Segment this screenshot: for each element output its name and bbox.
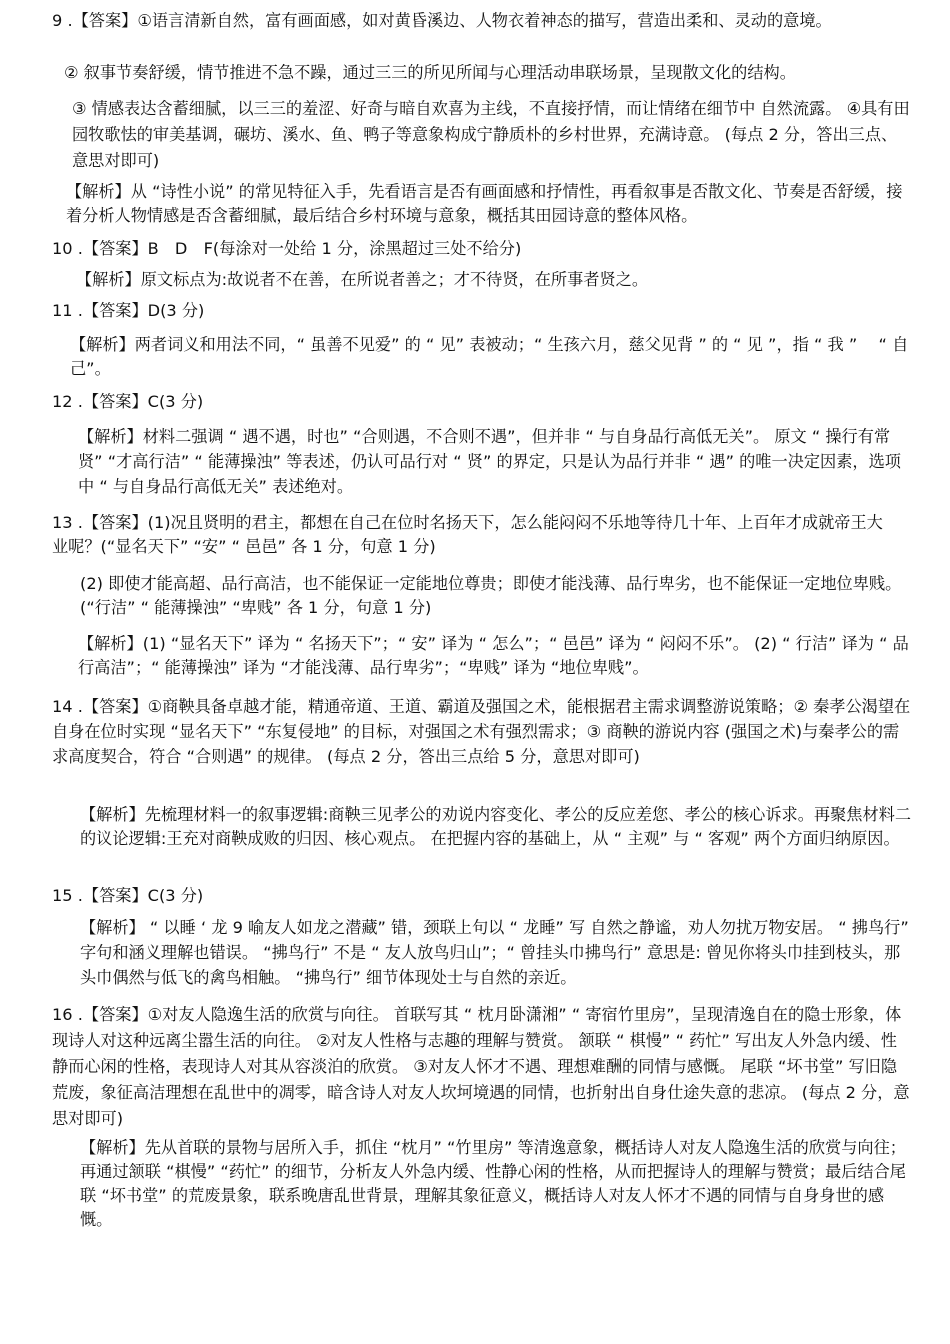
q9-analysis: 【解析】从 “诗性小说” 的常见特征入手，先看语言是否有画面感和抒情性，再看叙事是否散文化、节奏是否舒缓，接着分析人物情感是否含蓄细腻，最后结合乡村环境与意象，概括其田园诗意的整体风格。 — [66, 182, 903, 225]
q16-analysis: 【解析】先从首联的景物与居所入手，抓住 “枕月” “竹里房” 等清逸意象，概括诗人对友人隐逸生活的欣赏与向往；再通过颔联 “棋慢” “药忙” 的细节，分析友人外急内缓、性静心闲的性格，从而把握诗人的理解与赞赏；最后结合尾联 “坏书堂” 的荒废景象，联系晚唐乱世背景，理解其象征意义，概括诗人对友人怀才不遇的同情与自身身世的感慨。 — [80, 1138, 906, 1229]
q12-answer: 12 .【答案】C(3 分) — [52, 392, 204, 411]
q9-answer-point-2: ② 叙事节奏舒缓，情节推进不急不躁，通过三三的所见所闻与心理活动串联场景，呈现散文化的结构。 — [64, 63, 796, 82]
q13-analysis: 【解析】(1) “显名天下” 译为 “ 名扬天下”；“ 安” 译为 “ 怎么”；“ 邑邑” 译为 “ 闷闷不乐”。 (2) “ 行洁” 译为 “ 品行高洁”；“ 能薄操浊” 译为 “才能浅薄、品行卑劣”；“卑贱” 译为 “地位卑贱”。 — [78, 634, 909, 677]
q13-answer-1: 13 .【答案】(1)况且贤明的君主，都想在自己在位时名扬天下，怎么能闷闷不乐地等待几十年、上百年才成就帝王大业呢？(“显名天下” “安” “ 邑邑” 各 1 分，句意 1 分) — [52, 513, 883, 556]
q15-analysis: 【解析】 “ 以睡 ‘ 龙 9 喻友人如龙之潜藏” 错，颈联上句以 “ 龙睡” 写 自然之静谧，劝人勿扰万物安居。 “ 拂鸟行” 字句和涵义理解也错误。 “拂鸟行” 不是 “ 友人放鸟归山”；“ 曾挂头巾拂鸟行” 意思是: 曾见你将头巾挂到枝头，那头巾偶然与低飞的禽鸟相触。 “拂鸟行” 细节体现处士与自然的亲近。 — [80, 918, 909, 987]
q9-answer: 9 .【答案】①语言清新自然，富有画面感，如对黄昏溪边、人物衣着神态的描写，营造出柔和、灵动的意境。 — [52, 11, 832, 30]
q12-analysis: 【解析】材料二强调 “ 遇不遇，时也” “合则遇，不合则不遇”，但并非 “ 与自身品行高低无关”。 原文 “ 操行有常贤” “才高行洁” “ 能薄操浊” 等表述，仍认可品行对 “ 贤” 的界定，只是认为品行并非 “ 遇” 的唯一决定因素，选项中 “ 与自身品行高低无关” 表述绝对。 — [78, 427, 901, 496]
q14-answer: 14 .【答案】①商鞅具备卓越才能，精通帝道、王道、霸道及强国之术，能根据君主需求调整游说策略；② 秦孝公渴望在自身在位时实现 “显名天下” “东复侵地” 的目标，对强国之术有强烈需求；③ 商鞅的游说内容 (强国之术)与秦孝公的需求高度契合，符合 “合则遇” 的规律。 (每点 2 分，答出三点给 5 分，意思对即可) — [52, 697, 911, 766]
q13-answer-2: (2) 即使才能高超、品行高洁，也不能保证一定能地位尊贵；即使才能浅薄、品行卑劣，也不能保证一定地位卑贱。(“行洁” “ 能薄操浊” “卑贱” 各 1 分，句意 1 分) — [80, 574, 902, 617]
q9-answer-point-3-4: ③ 情感表达含蓄细腻，以三三的羞涩、好奇与暗自欢喜为主线，不直接抒情，而让情绪在细节中 自然流露。 ④具有田园牧歌怯的审美基调，碾坊、溪水、鱼、鸭子等意象构成宁静质朴的乡村世界，充满诗意。 (每点 2 分，答出三点、意思对即可) — [72, 99, 910, 170]
q11-analysis: 【解析】两者词义和用法不同，“ 虽善不见爱” 的 “ 见” 表被动；“ 生孩六月，慈父见背 ” 的 “ 见 ”，指 “ 我 ” “ 自己”。 — [70, 335, 909, 378]
q11-answer: 11 .【答案】D(3 分) — [52, 301, 205, 320]
q10-answer: 10 .【答案】B D F(每涂对一处给 1 分，涂黑超过三处不给分) — [52, 239, 522, 258]
q16-answer: 16 .【答案】①对友人隐逸生活的欣赏与向往。 首联写其 “ 枕月卧潇湘” “ 寄宿竹里房”，呈现清逸自在的隐士形象，体现诗人对这种远离尘嚣生活的向往。 ②对友人性格与志趣的理解与赞赏。 颔联 “ 棋慢” “ 药忙” 写出友人外急内缓、性静而心闲的性格，表现诗人对其从容淡泊的欣赏。 ③对友人怀才不遇、理想难酬的同情与感慨。 尾联 “坏书堂” 写旧隐荒废，象征高洁理想在乱世中的凋零，暗含诗人对友人坎坷境遇的同情，也折射出自身仕途失意的悲凉。 (每点 2 分，意思对即可) — [52, 1005, 910, 1128]
q15-answer: 15 .【答案】C(3 分) — [52, 886, 204, 905]
q10-analysis: 【解析】原文标点为:故说者不在善，在所说者善之；才不待贤，在所事者贤之。 — [76, 270, 649, 289]
q14-analysis: 【解析】先梳理材料一的叙事逻辑:商鞅三见孝公的劝说内容变化、孝公的反应差您、孝公的核心诉求。再聚焦材料二的议论逻辑:王充对商鞅成败的归因、核心观点。 在把握内容的基础上，从 “ 主观” 与 “ 客观” 两个方面归纳原因。 — [80, 805, 912, 848]
